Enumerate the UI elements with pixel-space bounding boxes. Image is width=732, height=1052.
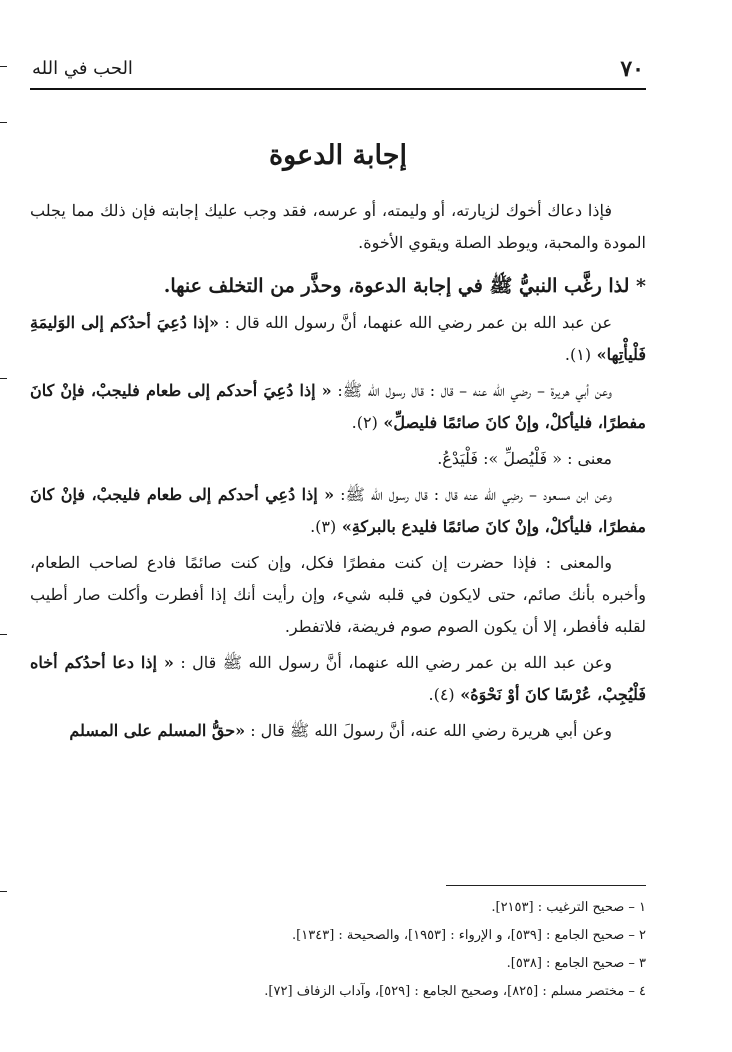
footnote: ١ – صحيح الترغيب : [٢١٥٣].	[491, 900, 646, 915]
page-header	[30, 56, 646, 90]
hadith-paragraph	[30, 375, 646, 439]
body-text	[30, 195, 646, 751]
paragraph: معنى : « فَلْيُصلِّ »: فَلْيَدْعُ.	[437, 449, 612, 468]
paragraph: فإذا دعاك أخوك لزيارته، أو وليمته، أو عرسه، فقد وجب عليك إجابته فإن ذلك مما يجلب المودة والمحبة، ويوطد الصلة ويقوي الأخوة.	[30, 201, 646, 252]
margin-tick	[0, 634, 7, 635]
hadith-paragraph	[30, 479, 646, 543]
running-title: الحب في الله	[32, 58, 133, 79]
subheading: * لذا رغَّب النبيُّ ﷺ في إجابة الدعوة، وحذَّر من التخلف عنها.	[163, 275, 646, 297]
footnote-ref: (٢).	[351, 413, 378, 432]
footnote-ref: (١).	[564, 345, 592, 364]
margin-tick	[0, 378, 7, 379]
footnote: ٣ – صحيح الجامع : [٥٣٨].	[506, 956, 646, 971]
footnotes	[30, 885, 646, 1006]
footnote: ٢ – صحيح الجامع : [٥٣٩]، و الإرواء : [١٩٥٣]، والصحيحة : [١٣٤٣].	[292, 928, 646, 943]
margin-tick	[0, 66, 7, 67]
hadith-intro: وعن أبي هريرة رضي الله عنه، أنَّ رسولَ الله ﷺ قال :	[245, 721, 612, 740]
footnote: ٤ – مختصر مسلم : [٨٢٥]، وصحيح الجامع : [٥٢٩]، وآداب الزفاف [٧٢].	[264, 984, 646, 999]
hadith-intro: وعن ابن مسعود – رضِي الله عنه قال : قال رسول الله ﷺ:	[334, 485, 613, 504]
hadith-text: «حقُّ المسلم على المسلم	[69, 721, 246, 740]
page-number: ٧٠	[620, 56, 644, 82]
margin-tick	[0, 122, 7, 123]
footnote-ref: (٣).	[310, 517, 337, 536]
hadith-text: «إذا دُعِيَ أحدُكم إلى الوَليمَةِ فَلْيأْتِها»	[30, 313, 646, 364]
hadith-text: « إذا دعا أحدُكم أخاه فَلْيُجِبْ، عُرْسًا كانَ أوْ نَحْوَهُ»	[30, 653, 646, 704]
paragraph: والمعنى : فإذا حضرت إن كنت مفطرًا فكل، وإن كنت صائمًا فادع لصاحب الطعام، وأخبره بأنك صائم، حتى لايكون في قلبه شيء، وإن رأيت أنك إذا أفطرت وأكلت صار أطيب لقلبه فأفطر، إلا أن يكون الصوم صوم فريضة، فلاتفطر.	[30, 553, 646, 636]
footnote-ref: (٤).	[428, 685, 455, 704]
hadith-text: « إذا دُعِي أحدكم إلى طعام فليجبْ، فإنْ كانَ مفطرًا، فليأكلْ، وإنْ كانَ صائمًا فليدع بالبركةِ»	[30, 485, 646, 536]
margin-tick	[0, 891, 7, 892]
footnote-divider	[446, 885, 646, 886]
section-title: إجابة الدعوة	[269, 140, 407, 171]
hadith-text: « إذا دُعِيَ أحدكم إلى طعام فليجبْ، فإنْ كانَ مفطرًا، فليأكلْ، وإنْ كانَ صائمًا فليصلِّ»	[30, 381, 646, 432]
hadith-intro: وعن عبد الله بن عمر رضي الله عنهما، أنَّ رسول الله ﷺ قال :	[173, 653, 613, 672]
hadith-intro: عن عبد الله بن عمر رضي الله عنهما، أنَّ رسول الله قال :	[218, 313, 613, 332]
hadith-intro: وعن أبي هريرة – رضي الله عنه – قال : قال رسول الله ﷺ:	[331, 381, 612, 400]
hadith-paragraph	[30, 307, 646, 371]
hadith-paragraph	[30, 715, 646, 747]
hadith-paragraph	[30, 647, 646, 711]
